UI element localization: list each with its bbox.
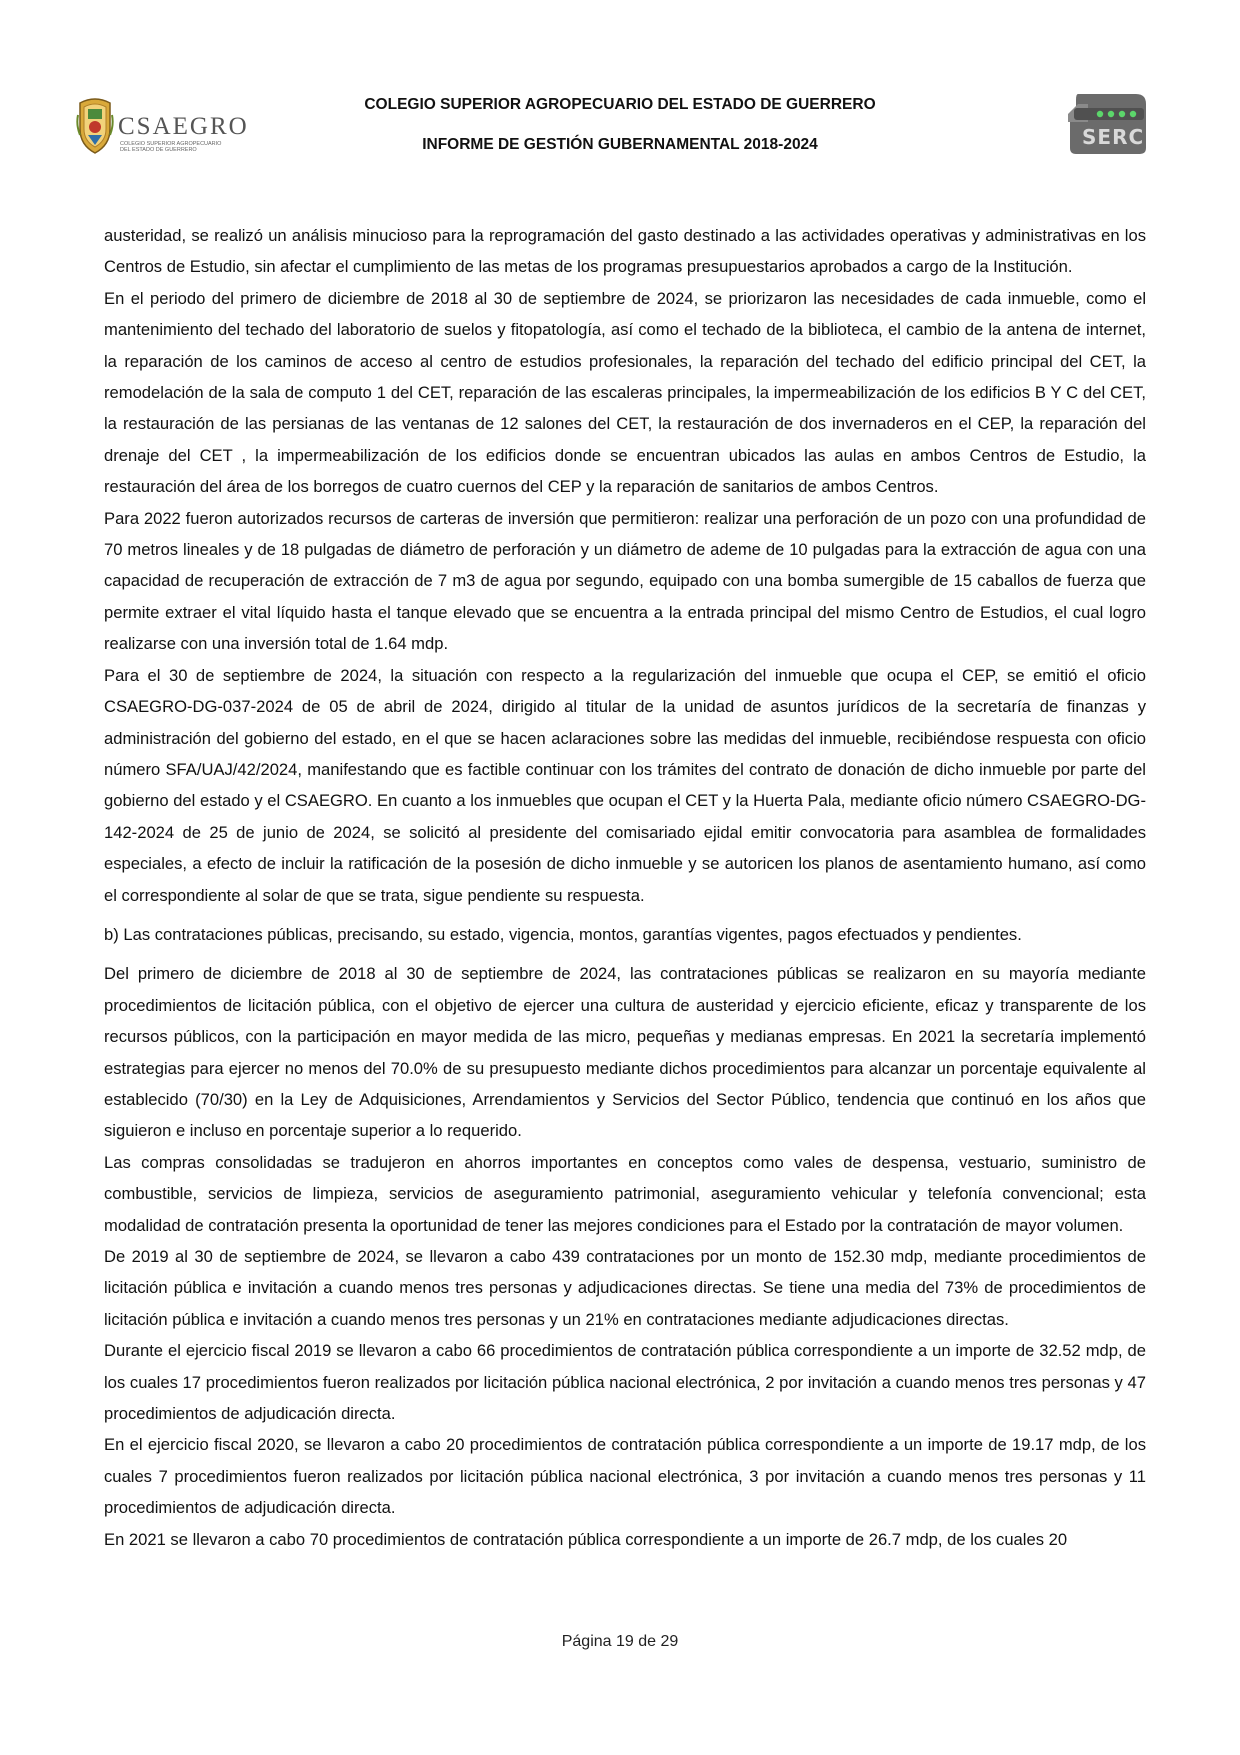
paragraph-pozo-2022: Para 2022 fueron autorizados recursos de carteras de inversión que permitieron: realizar una perforación de un pozo con una profundidad de 70 metros lineales y de 18 pulgadas de diámetro de perforación y un diámetro de ademe de 10 pulgadas para la extracción de agua con una capacidad de recuperación de extracción de 7 m3 de agua por segundo, equipado con una bomba sumergible de 15 caballos de fuerza que permite extraer el vital líquido hasta el tanque elevado que se encuentra a la entrada principal del mismo Centro de Estudios, el cual logro realizarse con una inversión total de 1.64 mdp. [104,508,1146,654]
logo-brand-text: CSAEGRO [118,113,249,140]
institution-title: COLEGIO SUPERIOR AGROPECUARIO DEL ESTADO DE GUERRERO [364,96,876,113]
report-title: INFORME DE GESTIÓN GUBERNAMENTAL 2018-2024 [422,136,818,153]
logo-subtext-line-2: DEL ESTADO DE GUERRERO [120,147,197,153]
logo-brand-subtext [120,141,221,153]
logo-subtext-line-1: COLEGIO SUPERIOR AGROPECUARIO [120,141,222,147]
paragraph-ejercicio-2020: En el ejercicio fiscal 2020, se llevaron a cabo 20 procedimientos de contratación pública correspondiente a un importe de 19.17 mdp, de los cuales 7 procedimientos fueron realizados por licitación pública nacional electrónica, 3 por invitación a cuando menos tres personas y 11 procedimientos de adjudicación directa. [104,1435,1146,1518]
paragraph-regularizacion: Para el 30 de septiembre de 2024, la situación con respecto a la regularización del inmueble que ocupa el CEP, se emitió el oficio CSAEGRO-DG-037-2024 de 05 de abril de 2024, dirigido al titular de la unidad de asuntos jurídicos de la secretaría de finanzas y administración del gobierno del estado, en el que se hacen aclaraciones sobre las medidas del inmueble, recibiéndose respuesta con oficio número SFA/UAJ/42/2024, manifestando que es factible continuar con los trámites del contrato de donación de dicho inmueble por parte del gobierno del estado y el CSAEGRO. En cuanto a los inmuebles que ocupan el CET y la Huerta Pala, mediante oficio número CSAEGRO-DG-142-2024 de 25 de junio de 2024, se solicitó al presidente del comisariado ejidal emitir convocatoria para asamblea de formalidades especiales, a efecto de incluir la ratificación de la posesión de dicho inmueble y se autoricen los planos de asentamiento humano, así como el correspondiente al solar de que se trata, sigue pendiente su respuesta. [104,665,1146,905]
page-header [0,0,1240,190]
paragraph-austeridad: austeridad, se realizó un análisis minucioso para la reprogramación del gasto destinado a las actividades operativas y administrativas en los Centros de Estudio, sin afectar el cumplimiento de las metas de los programas presupuestarios aprobados a cargo de la Institución. [104,226,1146,277]
paragraph-inmuebles: En el periodo del primero de diciembre de 2018 al 30 de septiembre de 2024, se priorizaron las necesidades de cada inmueble, como el mantenimiento del techado del laboratorio de suelos y fitopatología, así como el techado de la biblioteca, el cambio de la antena de internet, la reparación de los caminos de acceso al centro de estudios profesionales, la reparación del techado del edificio principal del CET, la remodelación de la sala de computo 1 del CET, reparación de las escaleras principales, la impermeabilización de los edificios B Y C del CET, la restauración de las persianas de las ventanas de 12 salones del CET, la restauración de dos invernaderos en el CEP, la reparación del drenaje del CET , la impermeabilización de los edificios donde se encuentran ubicados las aulas en ambos Centros de Estudio, la restauración del área de los borregos de cuatro cuernos del CEP y la reparación de sanitarios de ambos Centros. [104,288,1146,497]
document-body [104,220,1146,1555]
serc-logo [1066,92,1148,156]
header-titles [300,94,940,156]
paragraph-compras-consolidadas: Las compras consolidadas se tradujeron en ahorros importantes en conceptos como vales de despensa, vestuario, suministro de combustible, servicios de limpieza, servicios de aseguramiento patrimonial, aseguramiento vehicular y telefonía convencional; esta modalidad de contratación presenta la oportunidad de tener las mejores condiciones para el Estado por la contratación de mayor volumen. [104,1152,1146,1235]
paragraph-ejercicio-2019: Durante el ejercicio fiscal 2019 se llevaron a cabo 66 procedimientos de contratación pública correspondiente a un importe de 32.52 mdp, de los cuales 17 procedimientos fueron realizados por licitación pública nacional electrónica, 2 por invitación a cuando menos tres personas y 47 procedimientos de adjudicación directa. [104,1341,1146,1424]
csaegro-logo [76,95,261,157]
section-heading-contrataciones: b) Las contrataciones públicas, precisando, su estado, vigencia, montos, garantías vigentes, pagos efectuados y pendientes. [104,924,1022,944]
shield-crest-icon [76,95,114,155]
page-number: Página 19 de 29 [561,1633,679,1650]
paragraph-licitacion: Del primero de diciembre de 2018 al 30 de septiembre de 2024, las contrataciones públicas se realizaron en su mayoría mediante procedimientos de licitación pública, con el objetivo de ejercer una cultura de austeridad y ejercicio eficiente, eficaz y transparente de los recursos públicos, con la participación en mayor medida de las micro, pequeñas y medianas empresas. En 2021 la secretaría implementó estrategias para ejercer no menos del 70.0% de su presupuesto mediante dichos procedimientos para alcanzar un porcentaje equivalente al establecido (70/30) en la Ley de Adquisiciones, Arrendamientos y Servicios del Sector Público, tendencia que continuó en los años que siguieron e incluso en porcentaje superior a lo requerido. [104,964,1146,1141]
paragraph-ejercicio-2021: En 2021 se llevaron a cabo 70 procedimientos de contratación pública correspondiente a un importe de 26.7 mdp, de los cuales 20 [104,1529,1068,1549]
serc-logo-text: SERC [1082,125,1145,149]
paragraph-contrataciones-total: De 2019 al 30 de septiembre de 2024, se llevaron a cabo 439 contrataciones por un monto de 152.30 mdp, mediante procedimientos de licitación pública e invitación a cuando menos tres personas y adjudicaciones directas. Se tiene una media del 73% de procedimientos de licitación pública e invitación a cuando menos tres personas y un 21% en contrataciones mediante adjudicaciones directas. [104,1247,1146,1329]
